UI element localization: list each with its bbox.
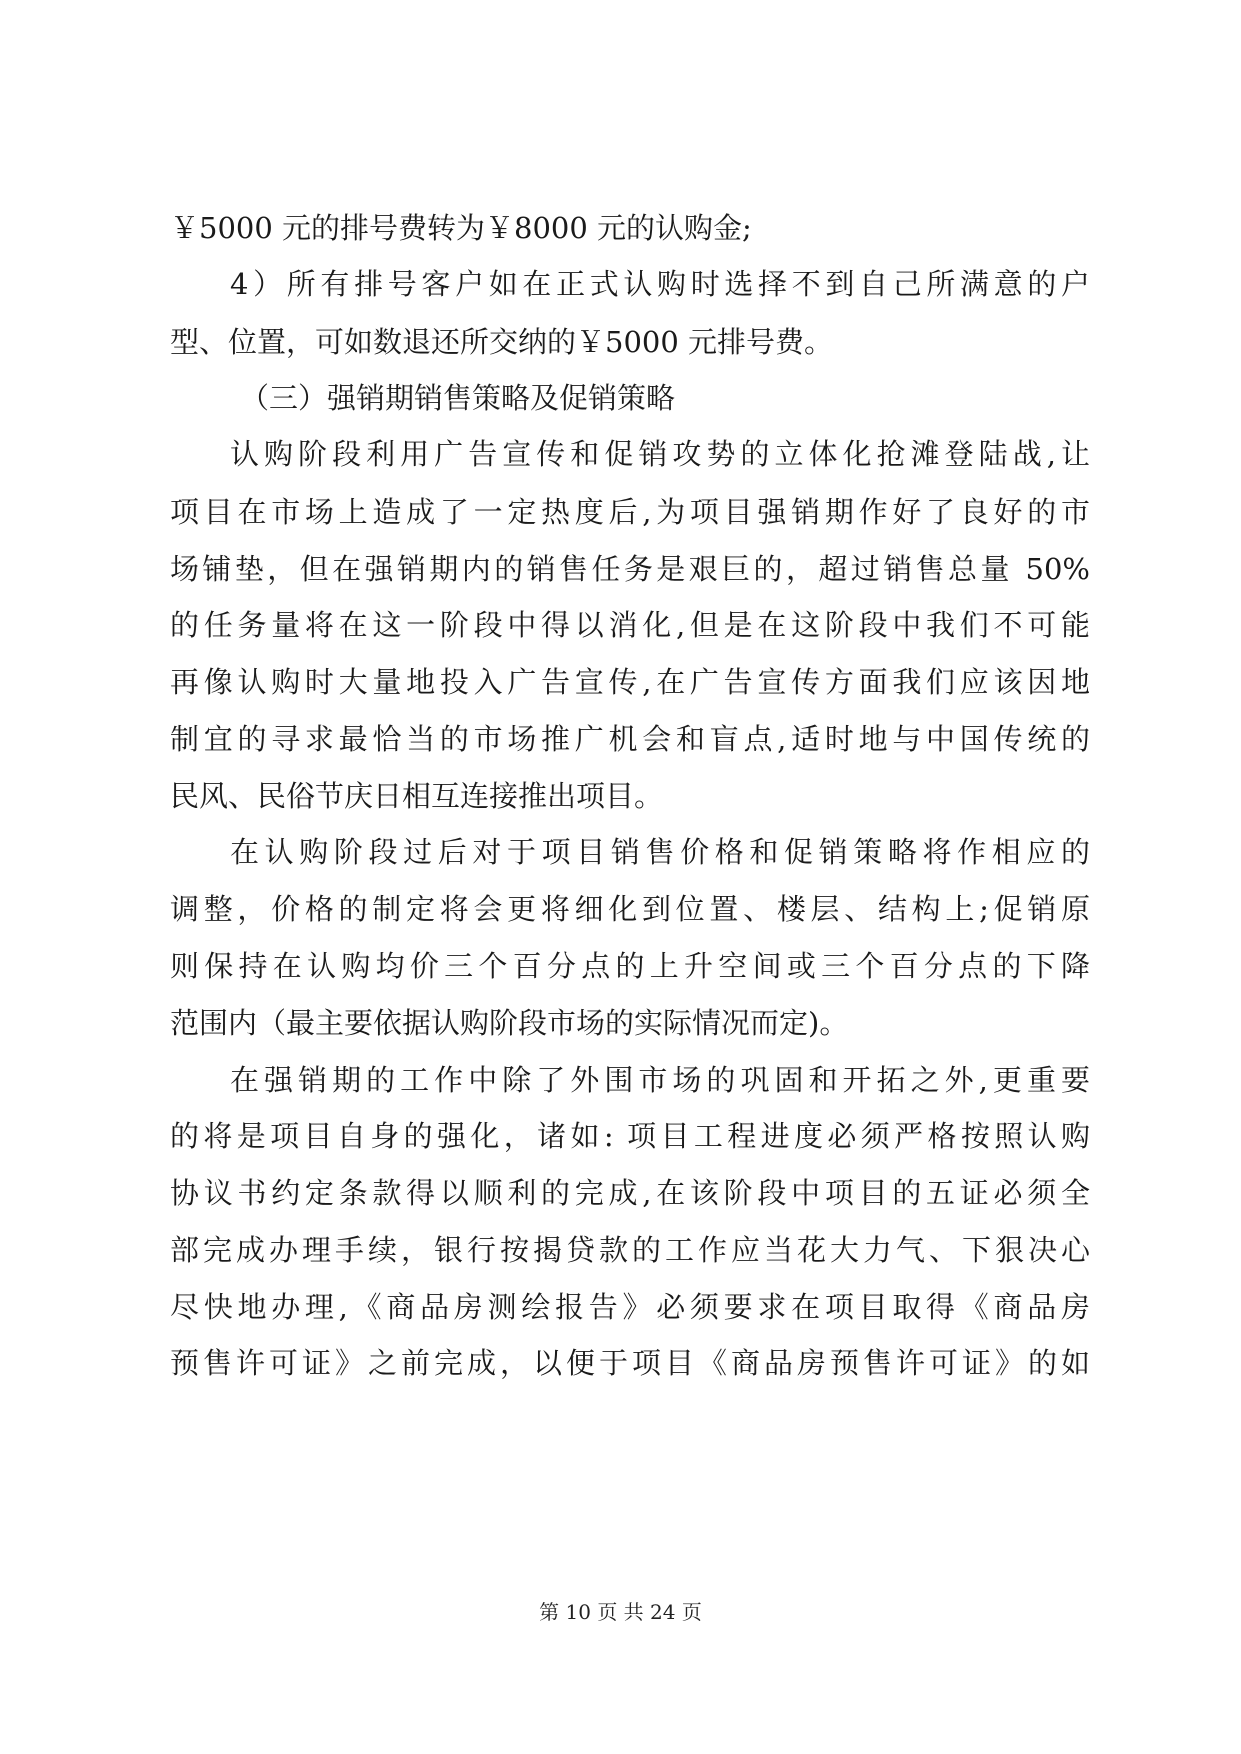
text-line-17: 的将是项目自身的强化，诸如: 项目工程进度必须严格按照认购 xyxy=(170,1119,1090,1153)
text-line-13: 调整，价格的制定将会更将细化到位置、楼层、结构上;促销原 xyxy=(170,892,1090,926)
text-line-21: 预售许可证》之前完成，以便于项目《商品房预售许可证》的如 xyxy=(170,1346,1090,1380)
text-line-7: 场铺垫，但在强销期内的销售任务是艰巨的，超过销售总量 50% xyxy=(170,552,1090,586)
text-line-9: 再像认购时大量地投入广告宣传,在广告宣传方面我们应该因地 xyxy=(170,665,1090,699)
text-line-2: 4）所有排号客户如在正式认购时选择不到自己所满意的户 xyxy=(230,267,1090,301)
text-line-8: 的任务量将在这一阶段中得以消化,但是在这阶段中我们不可能 xyxy=(170,608,1090,642)
text-line-1: ￥5000 元的排号费转为￥8000 元的认购金; xyxy=(170,211,752,245)
text-line-20: 尽快地办理,《商品房测绘报告》必须要求在项目取得《商品房 xyxy=(170,1290,1090,1324)
text-line-18: 协议书约定条款得以顺利的完成,在该阶段中项目的五证必须全 xyxy=(170,1176,1090,1210)
page-footer: 第 10 页 共 24 页 xyxy=(539,1600,702,1624)
text-line-11: 民风、民俗节庆日相互连接推出项目。 xyxy=(170,779,664,813)
text-line-6: 项目在市场上造成了一定热度后,为项目强销期作好了良好的市 xyxy=(170,495,1090,529)
text-line-14: 则保持在认购均价三个百分点的上升空间或三个百分点的下降 xyxy=(170,949,1090,983)
text-line-5: 认购阶段利用广告宣传和促销攻势的立体化抢滩登陆战,让 xyxy=(230,437,1090,471)
section-heading: （三）强销期销售策略及促销策略 xyxy=(240,381,676,415)
text-line-16: 在强销期的工作中除了外围市场的巩固和开拓之外,更重要 xyxy=(230,1063,1090,1097)
text-line-19: 部完成办理手续，银行按揭贷款的工作应当花大力气、下狠决心 xyxy=(170,1233,1090,1267)
text-line-10: 制宜的寻求最恰当的市场推广机会和盲点,适时地与中国传统的 xyxy=(170,722,1090,756)
text-line-12: 在认购阶段过后对于项目销售价格和促销策略将作相应的 xyxy=(230,835,1090,869)
text-line-3: 型、位置，可如数退还所交纳的￥5000 元排号费。 xyxy=(170,325,834,359)
text-line-15: 范围内（最主要依据认购阶段市场的实际情况而定)。 xyxy=(170,1006,849,1040)
